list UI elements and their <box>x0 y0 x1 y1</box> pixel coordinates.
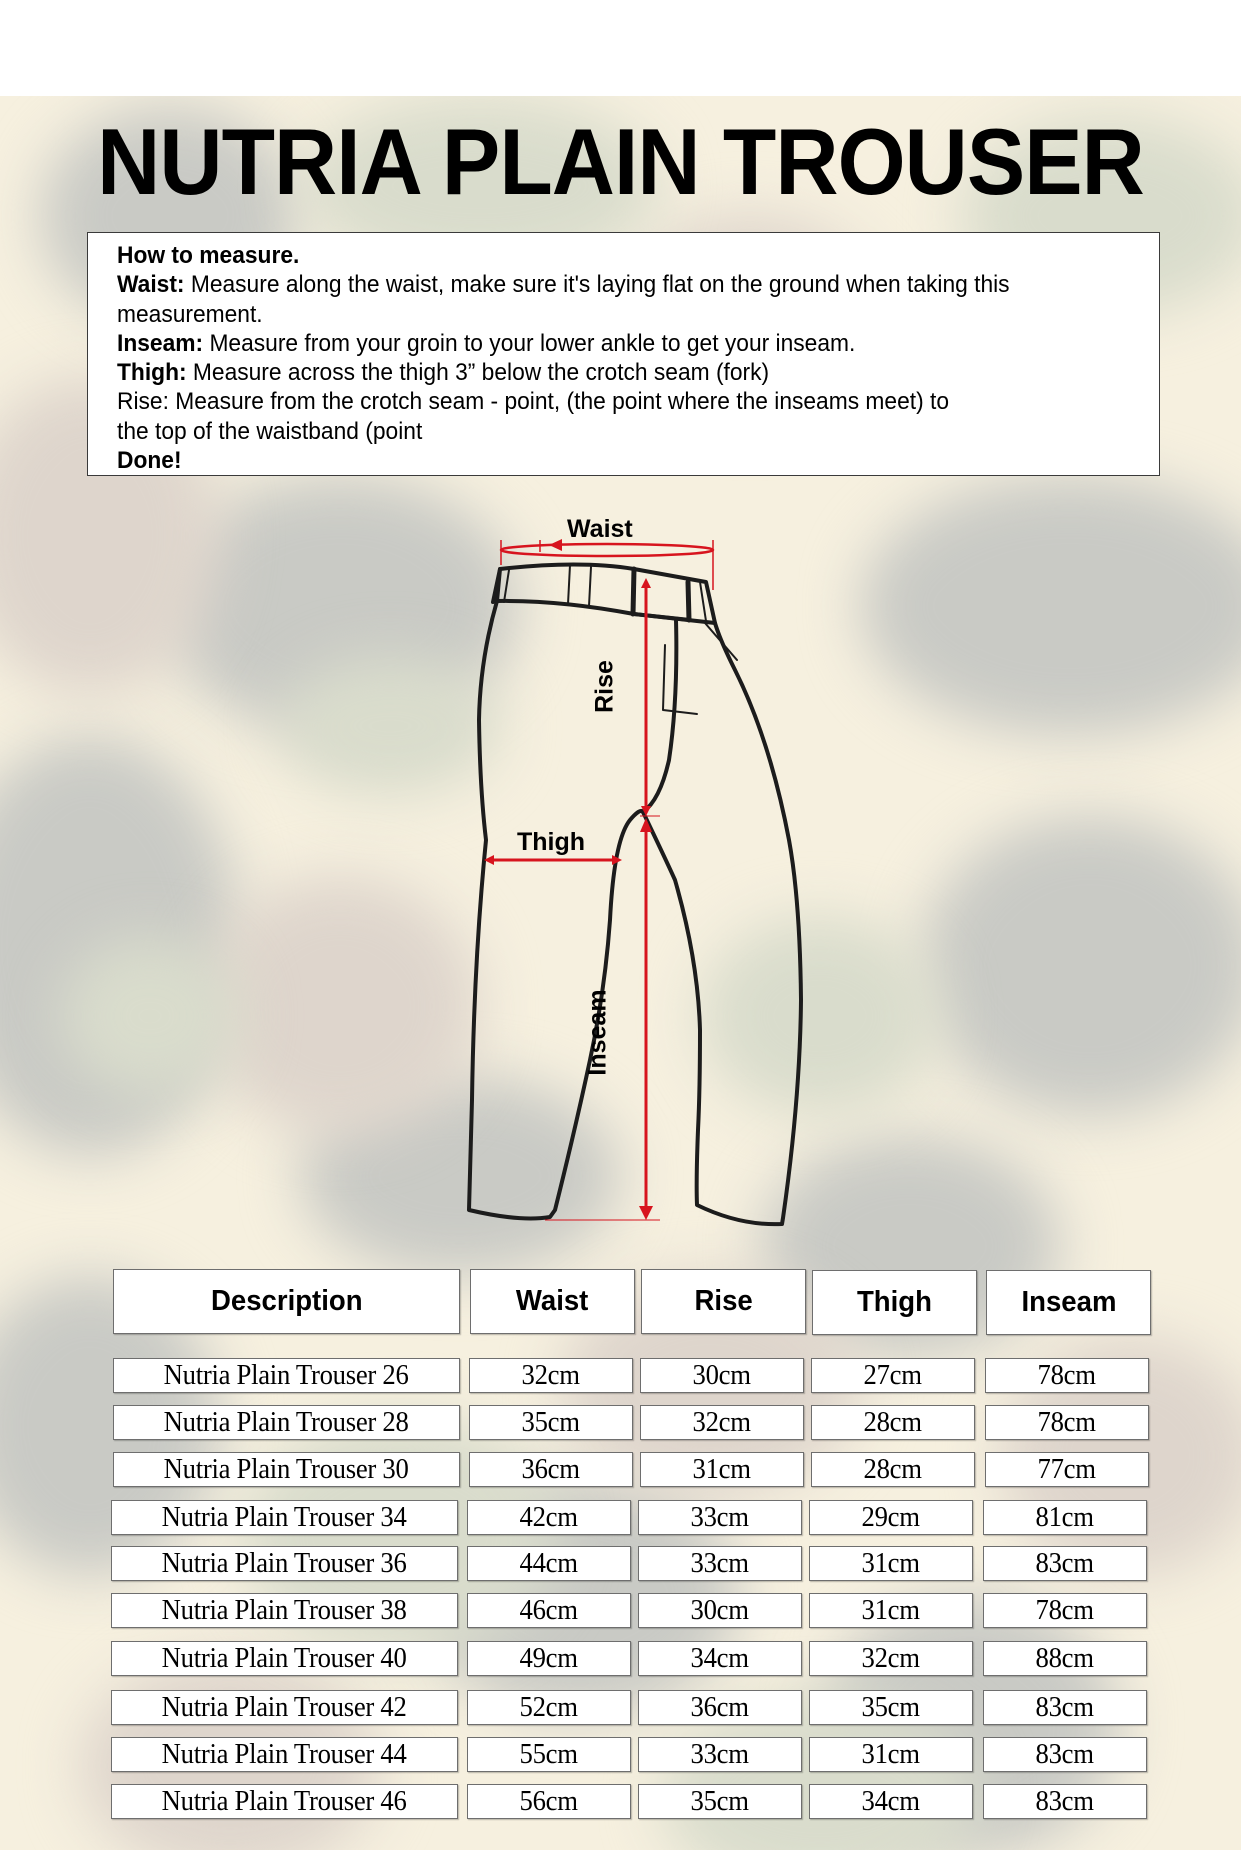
cell-thigh: 31cm <box>809 1546 973 1581</box>
cell-description: Nutria Plain Trouser 26 <box>113 1358 460 1393</box>
cell-waist: 52cm <box>467 1690 631 1725</box>
camo-blob <box>700 916 940 1116</box>
cell-description: Nutria Plain Trouser 46 <box>111 1784 458 1819</box>
how-to-heading: How to measure. <box>117 242 300 269</box>
cell-rise: 33cm <box>638 1500 802 1535</box>
header-inseam: Inseam <box>986 1270 1151 1335</box>
cell-description: Nutria Plain Trouser 30 <box>113 1452 460 1487</box>
page-title: NUTRIA PLAIN TROUSER <box>97 109 1144 214</box>
cell-waist: 46cm <box>467 1593 631 1628</box>
header-waist: Waist <box>470 1269 635 1334</box>
cell-thigh: 31cm <box>809 1737 973 1772</box>
camo-blob <box>920 816 1241 1116</box>
cell-inseam: 78cm <box>985 1405 1149 1440</box>
waist-label: Waist <box>567 515 633 543</box>
cell-description: Nutria Plain Trouser 34 <box>111 1500 458 1535</box>
waist-instruction: Waist: Measure along the waist, make sure it's laying flat on the ground when taking this <box>117 271 1010 299</box>
cell-inseam: 83cm <box>983 1546 1147 1581</box>
cell-rise: 31cm <box>640 1452 804 1487</box>
cell-waist: 36cm <box>469 1452 633 1487</box>
header-thigh: Thigh <box>812 1270 977 1335</box>
cell-description: Nutria Plain Trouser 28 <box>113 1405 460 1440</box>
cell-description: Nutria Plain Trouser 40 <box>111 1641 458 1676</box>
done-text: Done! <box>117 447 182 475</box>
cell-rise: 36cm <box>638 1690 802 1725</box>
cell-thigh: 27cm <box>811 1358 975 1393</box>
cell-waist: 56cm <box>467 1784 631 1819</box>
top-white-band <box>0 0 1241 96</box>
rise-instruction-cont: the top of the waistband (point <box>117 417 423 445</box>
cell-rise: 35cm <box>638 1784 802 1819</box>
cell-inseam: 77cm <box>985 1452 1149 1487</box>
how-to-measure-box <box>87 232 1160 476</box>
cell-rise: 33cm <box>638 1546 802 1581</box>
rise-instruction: Rise: Measure from the crotch seam - point, (the point where the inseams meet) to <box>117 388 950 416</box>
waist-instruction-cont: measurement. <box>117 300 263 328</box>
cell-inseam: 78cm <box>985 1358 1149 1393</box>
cell-description: Nutria Plain Trouser 42 <box>111 1690 458 1725</box>
cell-thigh: 34cm <box>809 1784 973 1819</box>
cell-thigh: 29cm <box>809 1500 973 1535</box>
cell-rise: 34cm <box>638 1641 802 1676</box>
cell-inseam: 83cm <box>983 1784 1147 1819</box>
cell-thigh: 35cm <box>809 1690 973 1725</box>
cell-inseam: 81cm <box>983 1500 1147 1535</box>
inseam-label: Inseam <box>583 989 612 1076</box>
cell-rise: 30cm <box>640 1358 804 1393</box>
camo-blob <box>60 936 240 1096</box>
cell-thigh: 28cm <box>811 1405 975 1440</box>
header-description: Description <box>113 1269 460 1334</box>
cell-thigh: 28cm <box>811 1452 975 1487</box>
inseam-instruction: Inseam: Measure from your groin to your lower ankle to get your inseam. <box>117 329 856 357</box>
cell-waist: 42cm <box>467 1500 631 1535</box>
cell-waist: 49cm <box>467 1641 631 1676</box>
camo-blob <box>280 656 500 796</box>
cell-description: Nutria Plain Trouser 38 <box>111 1593 458 1628</box>
cell-waist: 35cm <box>469 1405 633 1440</box>
cell-inseam: 88cm <box>983 1641 1147 1676</box>
cell-rise: 32cm <box>640 1405 804 1440</box>
cell-inseam: 83cm <box>983 1690 1147 1725</box>
cell-waist: 32cm <box>469 1358 633 1393</box>
cell-description: Nutria Plain Trouser 36 <box>111 1546 458 1581</box>
cell-thigh: 32cm <box>809 1641 973 1676</box>
camo-blob <box>860 476 1241 736</box>
cell-rise: 30cm <box>638 1593 802 1628</box>
camo-blob <box>200 876 480 1136</box>
header-rise: Rise <box>641 1269 806 1334</box>
thigh-instruction: Thigh: Measure across the thigh 3” below the crotch seam (fork) <box>117 359 770 387</box>
rise-label: Rise <box>590 660 619 713</box>
cell-description: Nutria Plain Trouser 44 <box>111 1737 458 1772</box>
cell-thigh: 31cm <box>809 1593 973 1628</box>
thigh-label: Thigh <box>517 828 586 856</box>
cell-inseam: 83cm <box>983 1737 1147 1772</box>
cell-rise: 33cm <box>638 1737 802 1772</box>
cell-waist: 44cm <box>467 1546 631 1581</box>
cell-waist: 55cm <box>467 1737 631 1772</box>
cell-inseam: 78cm <box>983 1593 1147 1628</box>
